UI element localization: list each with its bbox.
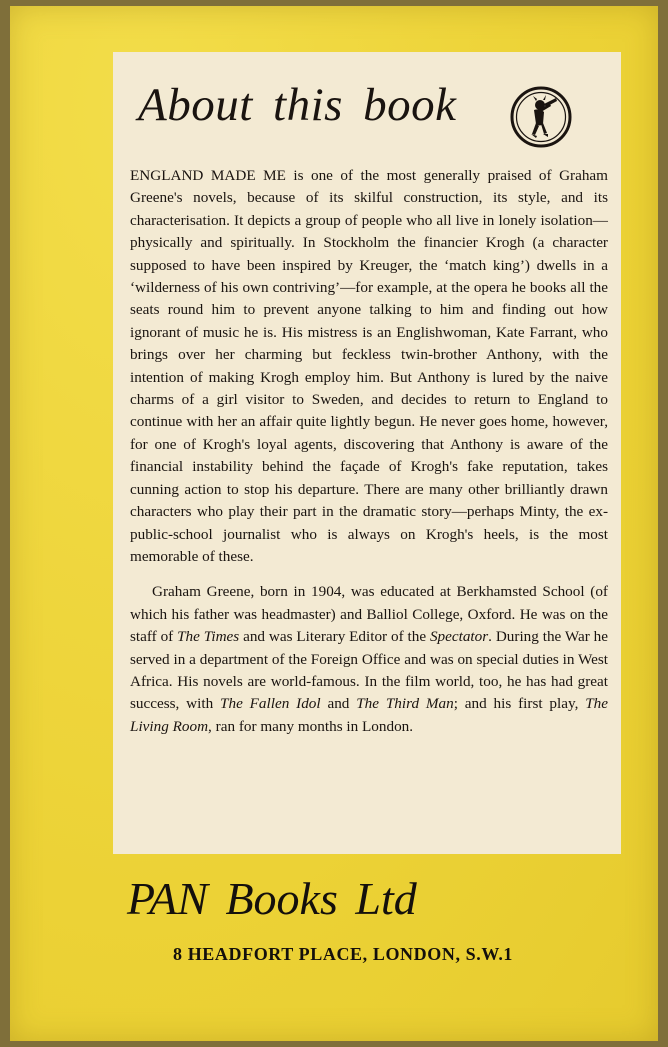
title-living-room: The Living Room [130,695,608,735]
publisher-name: PAN Books Ltd [127,873,417,924]
bio-text-2: and was Literary Editor of the [239,628,430,646]
bio-text-4: and [320,695,357,713]
bio-text-5: ; and his first play, [453,695,586,713]
author-bio-paragraph [130,581,608,738]
body-text [130,165,608,751]
title-spectator: Spectator [429,628,489,646]
title-third-man: The Third Man [356,695,454,713]
bio-text-3: . During the War he served in a department of the Foreign Office and was on special duties in West Africa. His novels are world-famous. In the film world, too, he has had great success, with [130,628,608,713]
about-title: About this book [138,79,457,131]
bio-text-6: , ran for many months in London. [208,717,414,735]
title-fallen-idol: The Fallen Idol [220,695,321,713]
title-the-times: The Times [177,628,240,646]
synopsis-paragraph [130,165,608,568]
bio-text-1: Graham Greene, born in 1904, was educated at Berkhamsted School (of which his father was headmaster) and Balliol College, Oxford. He was on the staff of [130,583,608,646]
pan-piper-icon [510,86,572,148]
publisher-address: 8 HEADFORT PLACE, LONDON, S.W.1 [173,944,514,964]
about-panel [113,52,621,854]
title-row [113,80,621,150]
synopsis-text: ENGLAND MADE ME is one of the most generally praised of Graham Greene's novels, because of its skilful construction, its style, and its characterisation. It depicts a group of people who all live in lonely isolation—physically and spiritually. In Stockholm the financier Krogh (a character supposed to have been inspired by Kreuger, the ‘match king’) dwells in a ‘wilderness of his own contriving’—for example, at the opera he books all the seats round him to prevent anyone talking to him and finding out how ignorant of music he is. His mistress is an Englishwoman, Kate Farrant, who brings over her charming but feckless twin-brother Anthony, with the intention of making Krogh employ him. But Anthony is lured by the naive charms of a girl visitor to Sweden, and decides to return to England to continue with her an affair quite lightly begun. He never goes home, however, for one of Krogh's loyal agents, discovering that Anthony is aware of the financial instability behind the façade of Krogh's fake reputation, takes cunning action to stop his departure. There are many other brilliantly drawn characters who play their part in the dramatic story—perhaps Minty, the ex-public-school journalist who is always on Krogh's heels, is the most memorable of these. [130,167,608,565]
book-back-cover [10,6,658,1041]
